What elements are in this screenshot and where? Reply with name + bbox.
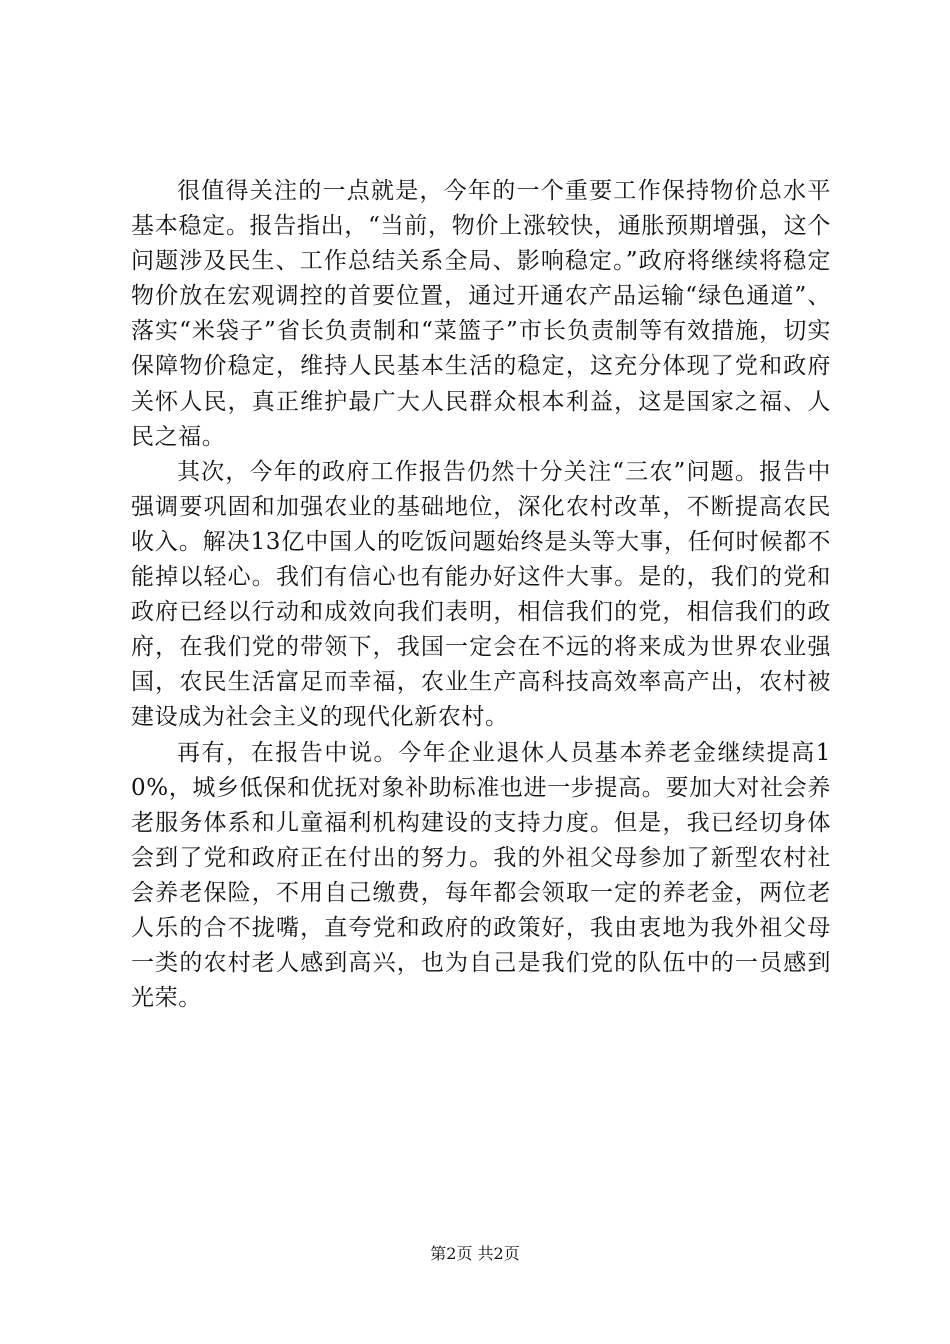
paragraph-three-rural-issues: 其次，今年的政府工作报告仍然十分关注“三农”问题。报告中强调要巩固和加强农业的基础地位，深化农村改革，不断提高农民收入。解决13亿中国人的吃饭问题始终是头等大事，任何时候都不能掉以轻心。我们有信心也有能办好这件大事。是的，我们的党和政府已经以行动和成效向我们表明，相信我们的党，相信我们的政府，在我们党的带领下，我国一定会在不远的将来成为世界农业强国，农民生活富足而幸福，农业生产高科技高效率高产出，农村被建设成为社会主义的现代化新农村。 bbox=[131, 458, 831, 731]
paragraph-price-stability: 很值得关注的一点就是，今年的一个重要工作保持物价总水平基本稳定。报告指出，“当前，物价上涨较快，通胀预期增强，这个问题涉及民生、工作总结关系全局、影响稳定。”政府将继续将稳定物价放在宏观调控的首要位置，通过开通农产品运输“绿色通道”、落实“米袋子”省长负责制和“菜篮子”市长负责制等有效措施，切实保障物价稳定，维持人民基本生活的稳定，这充分体现了党和政府关怀人民，真正维护最广大人民群众根本利益，这是国家之福、人民之福。 bbox=[131, 178, 831, 450]
paragraph-pension-increase: 再有，在报告中说。今年企业退休人员基本养老金继续提高10%，城乡低保和优抚对象补助标准也进一步提高。要加大对社会养老服务体系和儿童福利机构建设的支持力度。但是，我已经切身体会到了党和政府正在付出的努力。我的外祖父母参加了新型农村社会养老保险，不用自己缴费，每年都会领取一定的养老金，两位老人乐的合不拢嘴，直夸党和政府的政策好，我由衷地为我外祖父母一类的农村老人感到高兴，也为自己是我们党的队伍中的一员感到光荣。 bbox=[131, 739, 831, 1012]
page-number-footer: 第2页 共2页 bbox=[430, 1244, 520, 1263]
document-body bbox=[131, 174, 831, 1016]
